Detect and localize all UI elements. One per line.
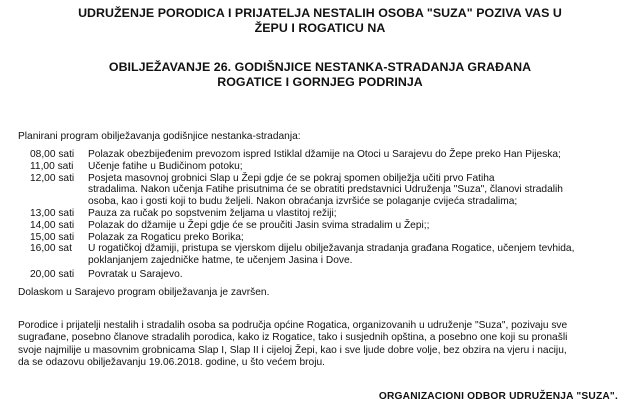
schedule-description	[88, 149, 638, 161]
schedule-time: 20,00 sati	[30, 269, 75, 280]
title-line: UDRUŽENJE PORODICA I PRIJATELJA NESTALIH OSOBA "SUZA" POZIVA VAS U	[78, 6, 562, 20]
paragraph-line: da se odazovu obilježavanju 19.06.2018. godine, u što većem broju.	[18, 357, 325, 369]
schedule-time: 13,00 sati	[30, 208, 75, 219]
title-line: ŽEPU I ROGATICU NA	[254, 21, 386, 35]
schedule-time: 16,00 sat	[30, 243, 72, 255]
schedule-line: Polazak obezbijeđenim prevozom ispred Istiklal džamije na Otoci u Sarajevu do Žepe preko Han Pijeska;	[88, 149, 561, 160]
schedule-line: osoba, kao i gosti koji to budu željeli. Nakon obraćanja izvršiće se polaganje cvijeća stradalima;	[88, 196, 518, 208]
schedule-description	[88, 173, 638, 208]
closing-statement: Dolaskom u Sarajevo program obilježavanja je završen.	[18, 287, 270, 298]
schedule-time: 12,00 sati	[30, 172, 75, 184]
schedule-line: Pauza za ručak po sopstvenim željama u vlastitoj režiji;	[88, 208, 337, 219]
paragraph-line: sugrađane, posebno članove stradalih porodica, kako iz Rogatice, tako i susjednih opština, a posebno one koji su pronašli	[18, 332, 568, 344]
event-title-line: ROGATICE I GORNJEG PODRINJA	[217, 75, 423, 89]
schedule-time: 14,00 sati	[30, 219, 75, 231]
schedule-description	[88, 269, 638, 281]
invitation-paragraph	[18, 320, 622, 370]
paragraph-line: Porodice i prijatelji nestalih i stradalih osoba sa područja općine Rogatica, organizovanih u udruženje "Suza", pozivaju sve	[18, 320, 568, 331]
schedule-line: U rogatičkoj džamiji, pristupa se vjerskom dijelu obilježavanja stradanja građana Rogatice, učenjem tevhida,	[88, 243, 575, 255]
schedule-description	[88, 161, 638, 173]
schedule-line: Učenje fatihe u Budičinom potoku;	[88, 160, 243, 172]
event-title	[0, 60, 640, 90]
paragraph-line: svoje najmilije u masovnim grobnicama Slap I, Slap II i cijeloj Žepi, kao i sve ljude dobre volje, bez obzira na vjeru i naciju,	[18, 344, 567, 356]
schedule-line: Posjeta masovnoj grobnici Slap u Žepi gdje će se pokraj spomen obilježja učiti prvo Fatiha	[88, 172, 495, 184]
program-intro: Planirani program obilježavanja godišnjice nestanka-stradanja:	[18, 131, 301, 142]
event-title-line: OBILJEŽAVANJE 26. GODIŠNJICE NESTANKA-STRADANJA GRAĐANA	[108, 60, 532, 74]
schedule-time: 08,00 sati	[30, 149, 75, 160]
schedule-line: stradalima. Nakon učenja Fatihe prisutnima će se obratiti predstavnici Udruženja "Suza", članovi stradalih	[88, 184, 563, 196]
invitation-title	[0, 6, 640, 36]
schedule-time: 15,00 sati	[30, 231, 75, 243]
schedule-description	[88, 232, 638, 244]
signature: ORGANIZACIONI ODBOR UDRUŽENJA "SUZA".	[378, 391, 618, 402]
schedule-description	[88, 208, 638, 220]
schedule-time: 11,00 sati	[30, 160, 74, 172]
schedule-line: Povratak u Sarajevo.	[88, 269, 183, 280]
schedule-description	[88, 243, 638, 267]
schedule-description	[88, 220, 638, 232]
schedule-line: Polazak do džamije u Žepi gdje će se proučiti Jasin svima stradalim u Žepi;;	[88, 219, 430, 231]
schedule-line: Polazak za Rogaticu preko Borika;	[88, 231, 244, 243]
schedule-line: poklanjanjem zajedničke hatme, te učenjem Jasina i Dove.	[88, 255, 353, 267]
